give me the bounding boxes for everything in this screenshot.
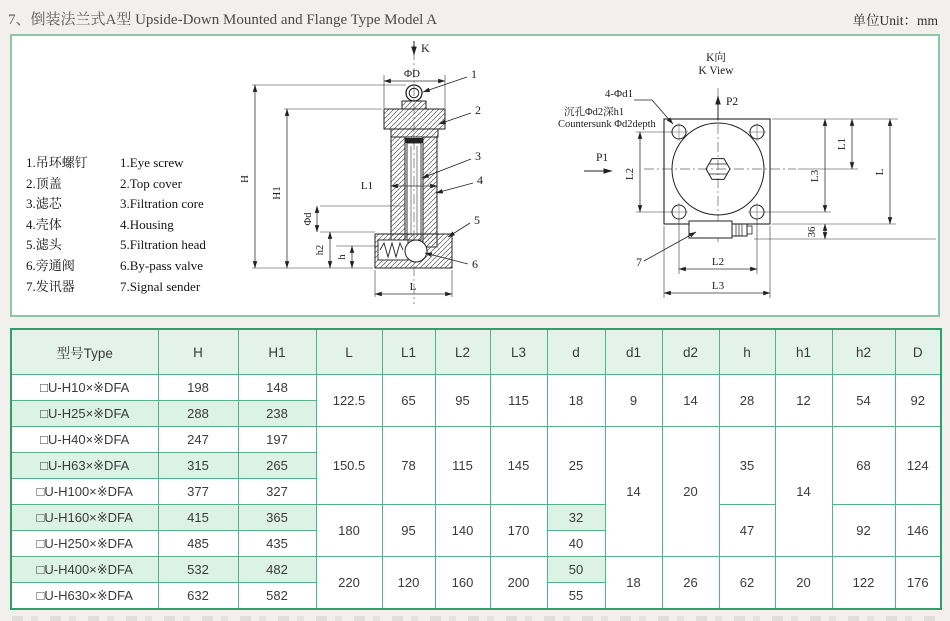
spec-cell: 122.5	[316, 375, 382, 427]
legend-zh: 4.壳体	[26, 216, 62, 232]
legend-en: 1.Eye screw	[120, 155, 184, 170]
spec-cell: 145	[490, 427, 547, 505]
spec-cell: 95	[382, 505, 435, 557]
spec-cell: 632	[158, 583, 238, 610]
dim-label-L2-bottom: L2	[711, 256, 725, 268]
legend-zh: 7.发讯器	[26, 278, 75, 294]
model-cell: □U-H10×※DFA	[11, 375, 158, 401]
spec-table	[10, 328, 942, 610]
page-title-zh: 7、倒装法兰式A型	[8, 12, 132, 28]
part-number-2: 2	[475, 103, 481, 117]
column-header: D	[895, 329, 941, 375]
spec-cell: 92	[895, 375, 941, 427]
dim-label-L1-right: L1	[836, 137, 848, 151]
spec-cell: 62	[719, 557, 775, 610]
unit-label: 单位Unit：mm	[852, 13, 938, 28]
hole-note-zh: 沉孔Φd2深h1	[564, 107, 625, 118]
spec-cell: 20	[662, 427, 719, 557]
titlebar	[0, 0, 950, 34]
spec-cell: 315	[158, 453, 238, 479]
spec-cell: 582	[238, 583, 316, 610]
header-row	[11, 329, 941, 375]
spec-cell: 485	[158, 531, 238, 557]
spec-cell: 120	[382, 557, 435, 610]
spec-cell: 115	[490, 375, 547, 427]
spec-cell: 124	[895, 427, 941, 505]
spec-cell: 327	[238, 479, 316, 505]
spec-cell: 140	[435, 505, 490, 557]
spec-cell: 238	[238, 401, 316, 427]
dim-label-36: 36	[806, 226, 818, 238]
column-header: L3	[490, 329, 547, 375]
dim-label-L1: L1	[360, 180, 374, 192]
spec-cell: 146	[895, 505, 941, 557]
spec-cell: 40	[547, 531, 605, 557]
spec-cell: 78	[382, 427, 435, 505]
dim-label-L: L	[409, 281, 417, 293]
spec-cell: 14	[775, 427, 832, 557]
spec-cell: 200	[490, 557, 547, 610]
spec-cell: 122	[832, 557, 895, 610]
spec-cell: 9	[605, 375, 662, 427]
cutoff-text-strip	[12, 616, 938, 621]
column-header: L	[316, 329, 382, 375]
dim-label-L3-right: L3	[809, 169, 821, 183]
model-cell: □U-H160×※DFA	[11, 505, 158, 531]
spec-cell: 288	[158, 401, 238, 427]
part-number-3: 3	[475, 149, 481, 163]
k-view-title-en: K View	[698, 65, 734, 77]
part-number-7: 7	[636, 255, 642, 269]
legend-zh: 1.吊环螺钉	[26, 155, 88, 170]
model-cell: □U-H630×※DFA	[11, 583, 158, 610]
model-cell: □U-H25×※DFA	[11, 401, 158, 427]
page-title-en: Upside-Down Mounted and Flange Type Model A	[135, 12, 438, 28]
dim-label-L2-left: L2	[624, 167, 636, 181]
spec-cell: 20	[775, 557, 832, 610]
model-cell: □U-H63×※DFA	[11, 453, 158, 479]
legend-zh: 2.顶盖	[26, 175, 62, 191]
technical-drawing	[12, 36, 938, 313]
hole-note-en: Countersunk Φd2depth	[558, 119, 656, 130]
spec-cell: 12	[775, 375, 832, 427]
legend-zh: 5.滤头	[26, 237, 62, 253]
spec-cell: 32	[547, 505, 605, 531]
page-title	[8, 8, 437, 29]
spec-cell: 55	[547, 583, 605, 610]
dim-label-L-right: L	[874, 168, 886, 176]
legend-en: 2.Top cover	[120, 175, 182, 191]
column-header: L2	[435, 329, 490, 375]
model-cell: □U-H250×※DFA	[11, 531, 158, 557]
spec-cell: 482	[238, 557, 316, 583]
spec-cell: 68	[832, 427, 895, 505]
k-direction-label: K	[421, 41, 430, 55]
spec-cell: 170	[490, 505, 547, 557]
column-header: h1	[775, 329, 832, 375]
column-header: H	[158, 329, 238, 375]
legend-en: 4.Housing	[120, 216, 174, 232]
column-header: h2	[832, 329, 895, 375]
spec-cell: 26	[662, 557, 719, 610]
spec-cell: 18	[547, 375, 605, 427]
spec-cell: 95	[435, 375, 490, 427]
model-cell: □U-H100×※DFA	[11, 479, 158, 505]
spec-cell: 265	[238, 453, 316, 479]
spec-cell: 18	[605, 557, 662, 610]
spec-cell: 65	[382, 375, 435, 427]
column-header: d1	[605, 329, 662, 375]
column-header: h	[719, 329, 775, 375]
spec-cell: 180	[316, 505, 382, 557]
legend-en: 5.Filtration head	[120, 237, 206, 253]
spec-cell: 247	[158, 427, 238, 453]
model-cell: □U-H400×※DFA	[11, 557, 158, 583]
column-header: L1	[382, 329, 435, 375]
part-number-1: 1	[471, 67, 477, 81]
spec-table-wrap	[10, 328, 940, 610]
spec-cell: 198	[158, 375, 238, 401]
spec-cell: 28	[719, 375, 775, 427]
table-row	[11, 557, 941, 583]
part-number-5: 5	[474, 213, 480, 227]
spec-cell: 220	[316, 557, 382, 610]
dim-label-H: H	[239, 175, 251, 183]
spec-cell: 532	[158, 557, 238, 583]
spec-cell: 25	[547, 427, 605, 505]
spec-cell: 14	[605, 427, 662, 557]
diagram-panel	[10, 34, 940, 317]
column-header: d2	[662, 329, 719, 375]
dim-label-H1: H1	[271, 186, 283, 200]
spec-cell: 176	[895, 557, 941, 610]
dim-label-L3-bottom: L3	[711, 280, 725, 292]
dim-label-phiD: ΦD	[404, 68, 420, 80]
legend-en: 6.By-pass valve	[120, 257, 204, 273]
spec-cell: 54	[832, 375, 895, 427]
spec-cell: 35	[719, 427, 775, 505]
right-k-view	[558, 50, 936, 298]
spec-cell: 365	[238, 505, 316, 531]
dim-label-h: h	[337, 254, 348, 260]
spec-cell: 14	[662, 375, 719, 427]
legend-zh: 3.滤芯	[26, 196, 62, 212]
left-section-view	[239, 41, 483, 304]
hole-note-count: 4-Φd1	[604, 88, 634, 100]
column-header: 型号Type	[11, 329, 158, 375]
spec-cell: 47	[719, 505, 775, 557]
legend-zh: 6.旁通阀	[26, 257, 75, 273]
column-header: H1	[238, 329, 316, 375]
port-label-p2: P2	[726, 96, 739, 108]
legend-en: 7.Signal sender	[120, 278, 201, 294]
spec-cell: 50	[547, 557, 605, 583]
spec-cell: 197	[238, 427, 316, 453]
dim-label-h2: h2	[315, 244, 326, 256]
spec-cell: 150.5	[316, 427, 382, 505]
port-label-p1: P1	[596, 152, 609, 164]
spec-cell: 377	[158, 479, 238, 505]
spec-cell: 92	[832, 505, 895, 557]
column-header: d	[547, 329, 605, 375]
table-row	[11, 427, 941, 453]
spec-cell: 435	[238, 531, 316, 557]
table-row	[11, 375, 941, 401]
spec-cell: 115	[435, 427, 490, 505]
spec-cell: 415	[158, 505, 238, 531]
k-view-title-zh: K向	[706, 52, 726, 64]
part-number-6: 6	[472, 257, 478, 271]
dim-label-phid: Φd	[303, 212, 314, 226]
legend-en: 3.Filtration core	[120, 196, 204, 212]
spec-cell: 160	[435, 557, 490, 610]
part-number-4: 4	[477, 173, 483, 187]
spec-cell: 148	[238, 375, 316, 401]
model-cell: □U-H40×※DFA	[11, 427, 158, 453]
